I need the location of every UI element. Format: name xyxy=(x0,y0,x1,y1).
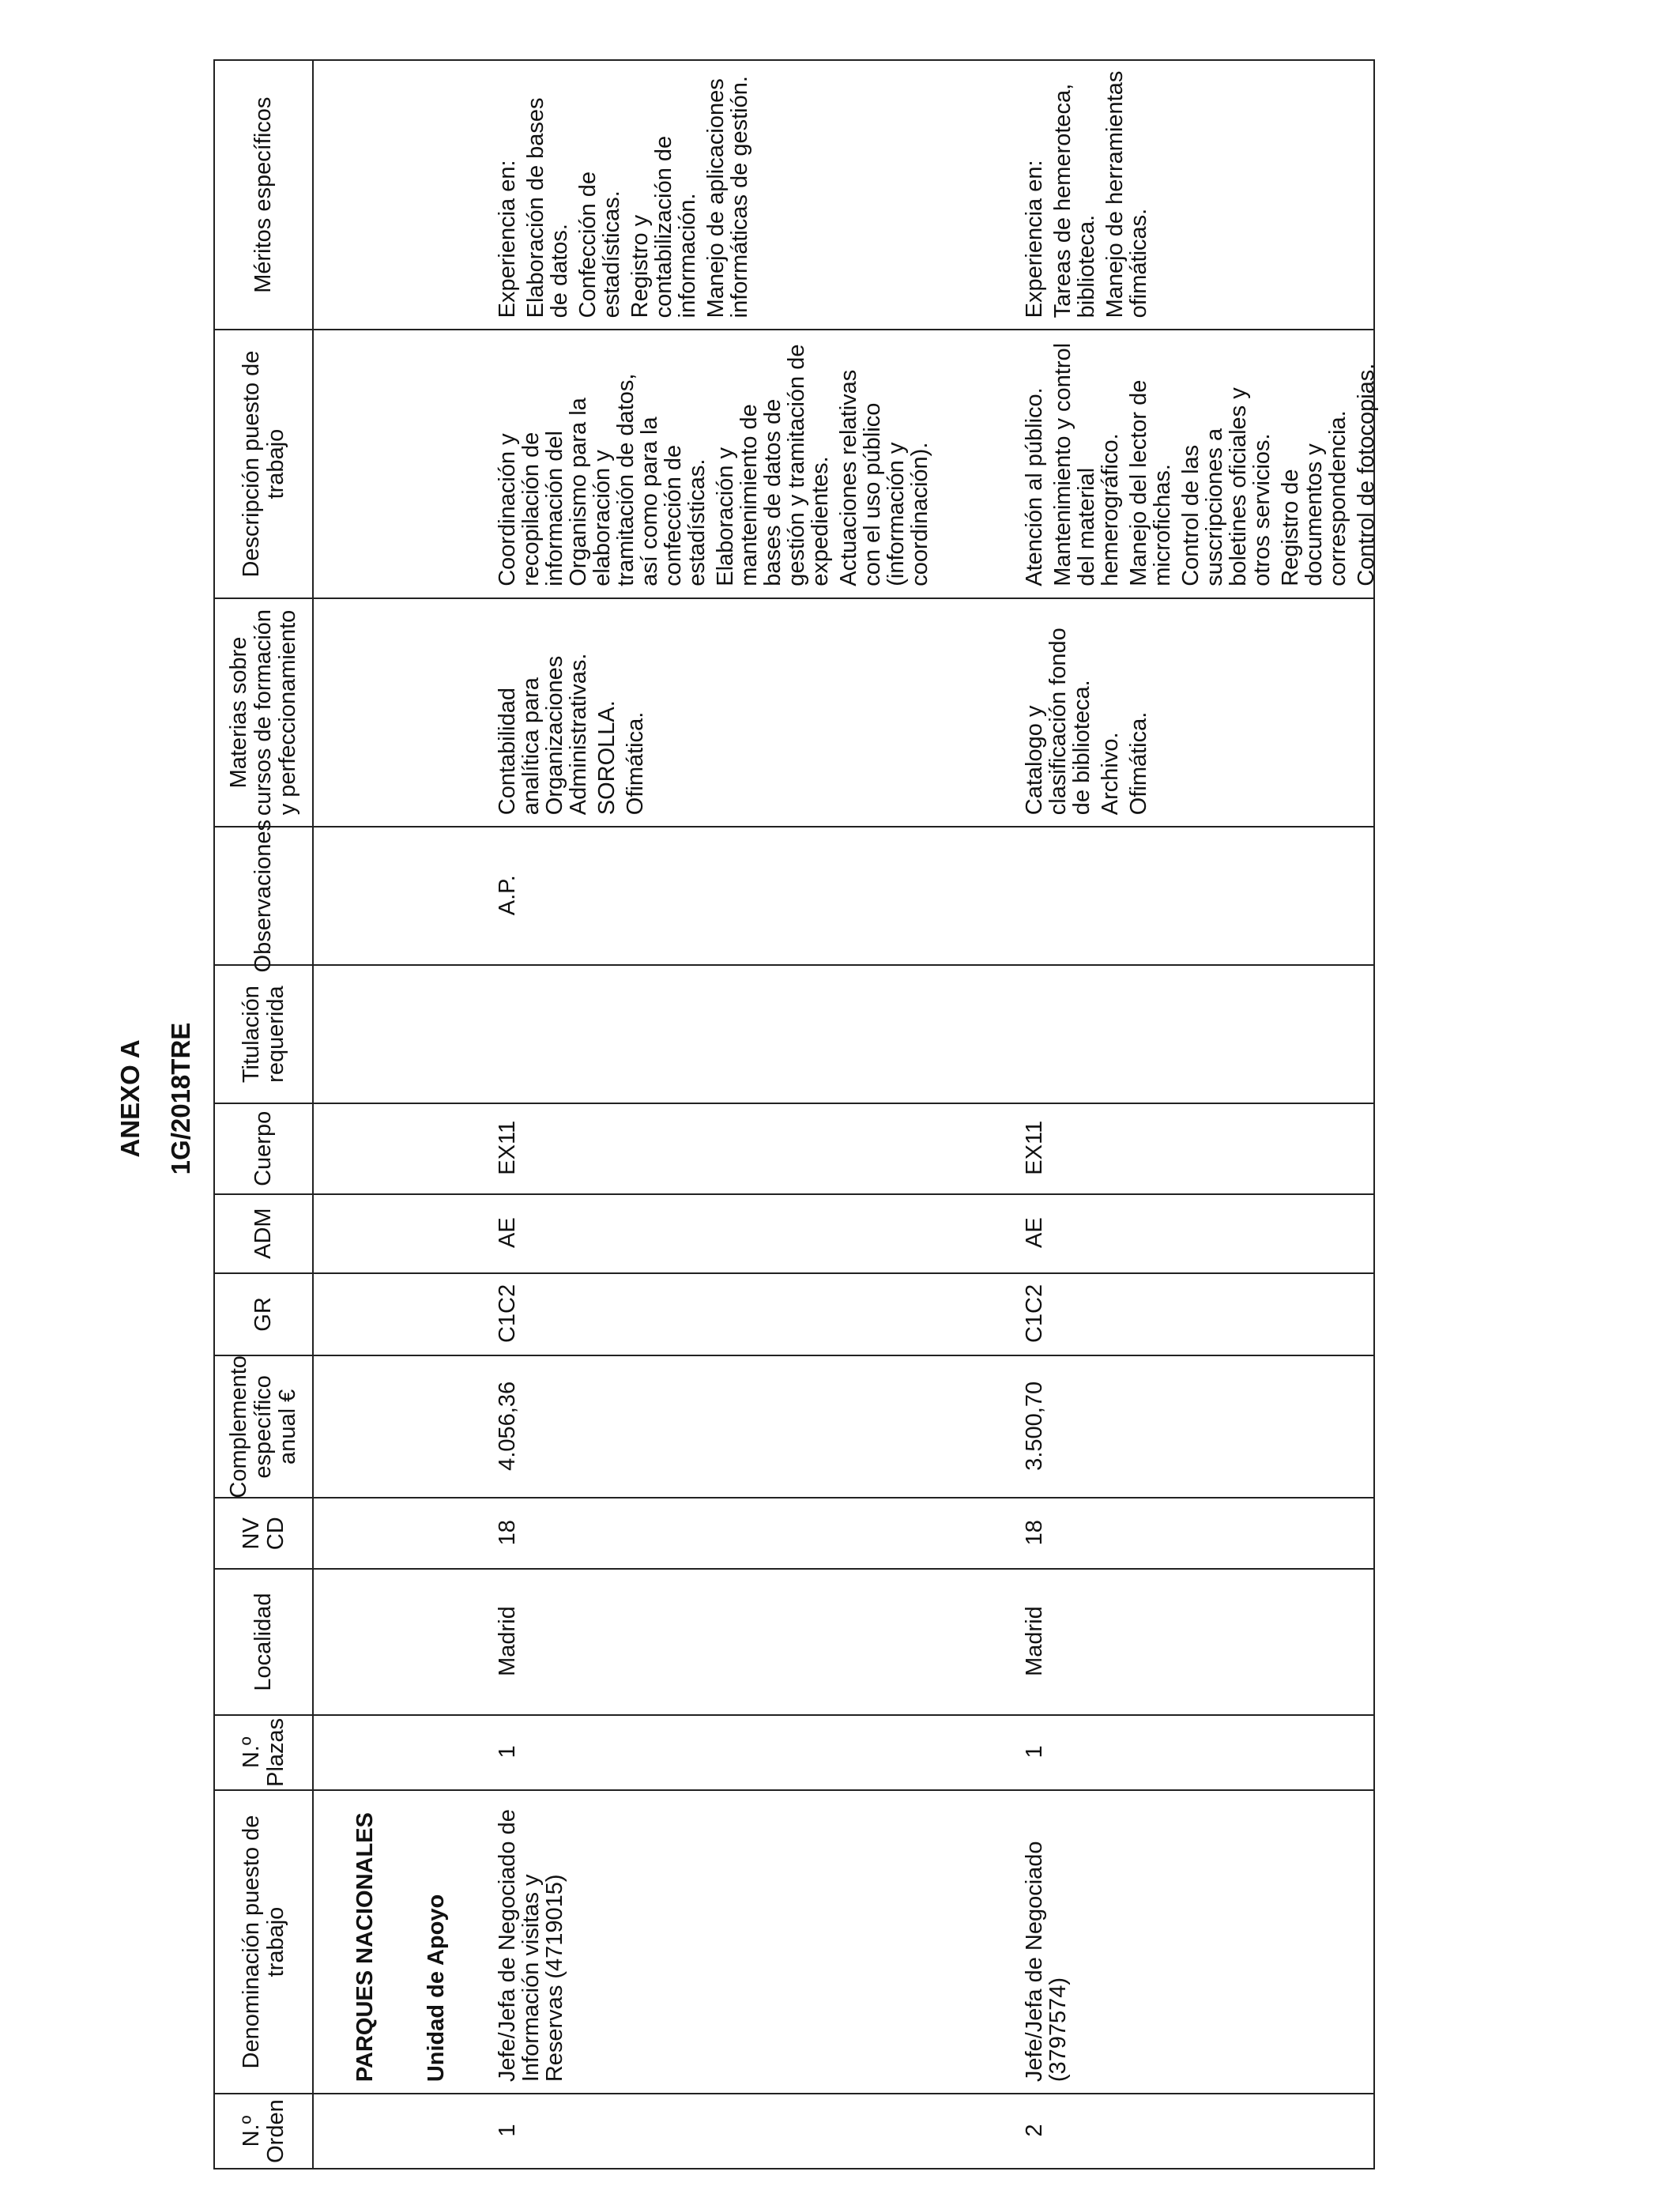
row2-materia-item: Catalogo y clasificación fondo de biblioteca. xyxy=(1022,628,1094,816)
row2-descripcion-item: Atención al público. xyxy=(1022,387,1047,586)
row1-observaciones: A.P. xyxy=(495,875,520,916)
header-complemento: Complemento específico anual € xyxy=(215,1356,314,1497)
row2-plazas: 1 xyxy=(1022,1745,1047,1759)
section-name: PARQUES NACIONALES xyxy=(352,1812,378,2083)
row1-materia-item: Contabilidad analítica para Organizaciones Administrativas. xyxy=(495,653,591,816)
header-meritos: Méritos específicos xyxy=(215,61,314,329)
header-descripcion: Descripción puesto de trabajo xyxy=(215,330,314,597)
row2-complemento: 3.500,70 xyxy=(1022,1381,1047,1471)
header-titulacion: Titulación requerida xyxy=(215,966,314,1103)
col-gr xyxy=(215,1272,1373,1355)
col-localidad xyxy=(215,1568,1373,1714)
header-materias: Materias sobre cursos de formación y perfeccionamiento xyxy=(215,599,314,826)
annex-code: 1G/2018TRE xyxy=(166,1022,195,1175)
row2-orden: 2 xyxy=(1022,2124,1047,2137)
row1-merito-item: Confección de estadísticas. xyxy=(575,171,624,319)
header-orden: N.º Orden xyxy=(215,2094,314,2168)
col-materias xyxy=(215,598,1373,826)
row1-gr: C1C2 xyxy=(495,1284,520,1344)
col-descripcion xyxy=(215,329,1379,597)
row1-descripcion-item: Elaboración y mantenimiento de bases de datos de gestión y tramitación de expedientes. xyxy=(713,344,833,586)
row2-descripcion-item: Registro de documentos y correspondencia. xyxy=(1278,410,1350,586)
row1-cuerpo: EX11 xyxy=(495,1120,520,1175)
col-adm xyxy=(215,1193,1373,1272)
unit-name: Unidad de Apoyo xyxy=(424,1894,449,2083)
row1-descripcion-item: Coordinación y recopilación de información del Organismo para la elaboración y tramitación de datos, así como para la confección de estadísticas. xyxy=(495,373,710,586)
row2-cuerpo: EX11 xyxy=(1022,1120,1047,1175)
row2-nvcd: 18 xyxy=(1022,1520,1047,1546)
row2-adm: AE xyxy=(1022,1217,1047,1248)
row2-descripcion-item: Control de las suscripciones a boletines oficiales y otros servicios. xyxy=(1178,387,1275,586)
row2-materias xyxy=(1023,599,1155,826)
row1-plazas: 1 xyxy=(495,1745,520,1759)
row1-merito-item: Experiencia en: xyxy=(495,160,520,319)
positions-table xyxy=(213,59,1379,2169)
row2-materia-item: Ofimática. xyxy=(1126,711,1151,816)
row2-localidad: Madrid xyxy=(1022,1606,1047,1676)
row2-descripcion-item: Control de fotocopias. xyxy=(1354,363,1379,586)
col-plazas xyxy=(215,1714,1373,1789)
row1-materias xyxy=(495,599,652,826)
row2-descripcion xyxy=(1023,330,1383,597)
col-titulacion xyxy=(215,964,1373,1103)
row2-meritos xyxy=(1023,61,1155,329)
row1-merito-item: Manejo de aplicaciones informáticas de gestión. xyxy=(703,76,752,319)
header-localidad: Localidad xyxy=(215,1570,314,1714)
row1-adm: AE xyxy=(495,1217,520,1248)
row1-complemento: 4.056,36 xyxy=(495,1381,520,1471)
row1-merito-item: Registro y contabilización de información. xyxy=(627,135,700,319)
col-observaciones xyxy=(215,820,1373,973)
row1-meritos xyxy=(495,61,756,329)
row1-materia-item: SOROLLA. xyxy=(594,700,620,816)
row2-descripcion-item: Manejo del lector de microfichas. xyxy=(1126,379,1175,586)
header-nvcd: NV CD xyxy=(215,1498,314,1568)
col-orden xyxy=(215,2093,1373,2168)
header-denominacion: Denominación puesto de trabajo xyxy=(215,1791,314,2093)
header-adm: ADM xyxy=(215,1195,314,1272)
row2-gr: C1C2 xyxy=(1022,1284,1047,1344)
row1-localidad: Madrid xyxy=(495,1606,520,1676)
row1-merito-item: Elaboración de bases de datos. xyxy=(523,97,572,319)
row1-nvcd: 18 xyxy=(495,1520,520,1546)
col-nvcd xyxy=(215,1497,1373,1568)
row1-orden: 1 xyxy=(495,2124,520,2137)
row2-merito-item: Manejo de herramientas ofimáticas. xyxy=(1102,70,1151,319)
row2-materia-item: Archivo. xyxy=(1098,732,1123,816)
header-plazas: N.º Plazas xyxy=(215,1716,314,1789)
col-meritos xyxy=(215,61,1373,329)
col-cuerpo xyxy=(215,1103,1373,1193)
header-observaciones: Observaciones xyxy=(215,827,314,964)
row1-denominacion: Jefe/Jefa de Negociado de Información visitas y Reservas (4719015) xyxy=(495,1809,567,2083)
header-cuerpo: Cuerpo xyxy=(215,1104,314,1193)
row1-descripcion xyxy=(495,330,936,597)
row2-merito-item: Experiencia en: xyxy=(1022,160,1047,319)
row2-merito-item: Tareas de hemeroteca, biblioteca. xyxy=(1050,83,1099,319)
col-denominacion xyxy=(215,1789,1373,2093)
col-complemento xyxy=(215,1355,1373,1497)
row1-materia-item: Ofimática. xyxy=(623,711,648,816)
row1-descripcion-item: Actuaciones relativas con el uso público (información y coordinación). xyxy=(836,369,932,586)
row2-descripcion-item: Mantenimiento y control del material hemerográfico. xyxy=(1050,342,1123,586)
row2-denominacion: Jefe/Jefa de Negociado (3797574) xyxy=(1022,1841,1071,2083)
header-gr: GR xyxy=(215,1274,314,1355)
annex-title: ANEXO A xyxy=(115,1039,145,1158)
